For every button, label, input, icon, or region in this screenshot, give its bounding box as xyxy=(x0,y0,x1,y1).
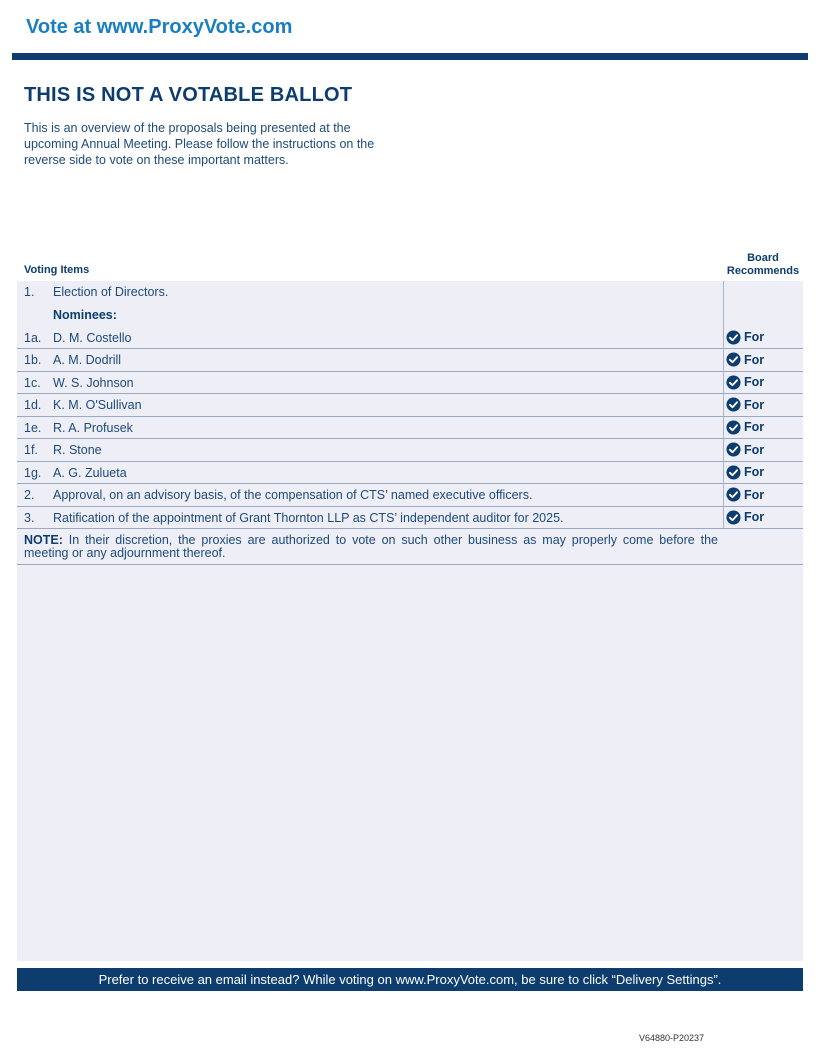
item-text: A. G. Zulueta xyxy=(53,465,127,480)
item-number: 1g. xyxy=(24,465,42,480)
item-number: 1e. xyxy=(24,420,42,435)
recommendation-label: For xyxy=(744,465,765,479)
board-recommendation xyxy=(726,397,764,412)
note-text xyxy=(24,534,718,560)
voting-items-header: Voting Items xyxy=(24,264,90,276)
table-row xyxy=(17,372,803,395)
recommendation-label: For xyxy=(744,510,765,524)
email-prompt-bar: Prefer to receive an email instead? While voting on www.ProxyVote.com, be sure to click “Delivery Settings”. xyxy=(17,968,803,991)
item-number: 2. xyxy=(24,488,35,502)
check-circle-icon xyxy=(726,442,741,457)
check-circle-icon xyxy=(726,487,741,502)
table-row xyxy=(17,507,803,530)
item-text: A. M. Dodrill xyxy=(53,353,122,367)
item-number: 3. xyxy=(24,510,35,525)
item-text: W. S. Johnson xyxy=(53,375,134,390)
check-circle-icon xyxy=(726,397,741,412)
item-number: 1f. xyxy=(24,443,38,457)
item-number: 1. xyxy=(24,285,35,299)
table-row xyxy=(17,462,803,485)
board-recommendation xyxy=(726,330,764,345)
recommendation-label: For xyxy=(744,330,765,344)
check-circle-icon xyxy=(726,352,741,367)
recommendation-label: For xyxy=(744,487,765,502)
document-code: V64880-P20237 xyxy=(638,1033,704,1043)
item-text: Approval, on an advisory basis, of the compensation of CTS’ named executive officers. xyxy=(53,488,533,502)
recommendation-label: For xyxy=(744,397,765,412)
item-number: 1b. xyxy=(24,353,42,367)
table-row xyxy=(17,417,803,440)
check-circle-icon xyxy=(726,375,741,390)
check-circle-icon xyxy=(726,330,741,345)
table-row xyxy=(17,349,803,372)
recommendation-label: For xyxy=(744,352,765,367)
check-circle-icon xyxy=(726,510,741,525)
table-row xyxy=(17,439,803,462)
item-text: K. M. O'Sullivan xyxy=(53,398,142,412)
check-circle-icon xyxy=(726,420,741,435)
item-number: 1a. xyxy=(24,330,42,345)
item-text: R. Stone xyxy=(53,443,102,457)
item-text: R. A. Profusek xyxy=(53,420,133,435)
table-row xyxy=(17,484,803,507)
table-row xyxy=(17,394,803,417)
ballot-title: THIS IS NOT A VOTABLE BALLOT xyxy=(24,84,353,106)
election-row xyxy=(17,281,803,304)
board-recommendation xyxy=(726,375,764,390)
item-text: Election of Directors. xyxy=(53,285,169,299)
item-number: 1c. xyxy=(24,375,41,390)
board-recommendation xyxy=(726,487,764,502)
note-body: In their discretion, the proxies are authorized to vote on such other business as may properly come before the meeting or any adjournment thereof. xyxy=(24,533,718,560)
board-recommendation xyxy=(726,420,764,435)
board-header-line1: Board xyxy=(747,252,779,264)
board-recommendation xyxy=(726,352,764,367)
recommendation-label: For xyxy=(744,420,765,434)
nominees-row xyxy=(17,304,803,327)
board-recommendation xyxy=(726,465,764,480)
item-text: D. M. Costello xyxy=(53,330,132,345)
check-circle-icon xyxy=(726,465,741,480)
top-rule xyxy=(12,53,808,60)
board-header-line2: Recommends xyxy=(726,265,800,277)
header-title: Vote at www.ProxyVote.com xyxy=(26,16,293,38)
board-recommendation xyxy=(726,442,764,457)
board-recommendation xyxy=(726,510,764,525)
recommendation-label: For xyxy=(744,375,765,389)
table-row xyxy=(17,327,803,350)
note-divider xyxy=(17,564,803,565)
board-recommends-header xyxy=(722,252,804,278)
item-number: 1d. xyxy=(24,398,42,412)
item-text: Ratification of the appointment of Grant Thornton LLP as CTS’ independent auditor for 2025. xyxy=(53,510,564,525)
note-label: NOTE: xyxy=(24,533,63,547)
intro-text: This is an overview of the proposals being presented at the upcoming Annual Meeting. Please follow the instructions on the reverse side to vote on these important matters. xyxy=(24,121,375,167)
recommendation-label: For xyxy=(744,442,765,457)
nominees-label: Nominees: xyxy=(53,308,117,322)
